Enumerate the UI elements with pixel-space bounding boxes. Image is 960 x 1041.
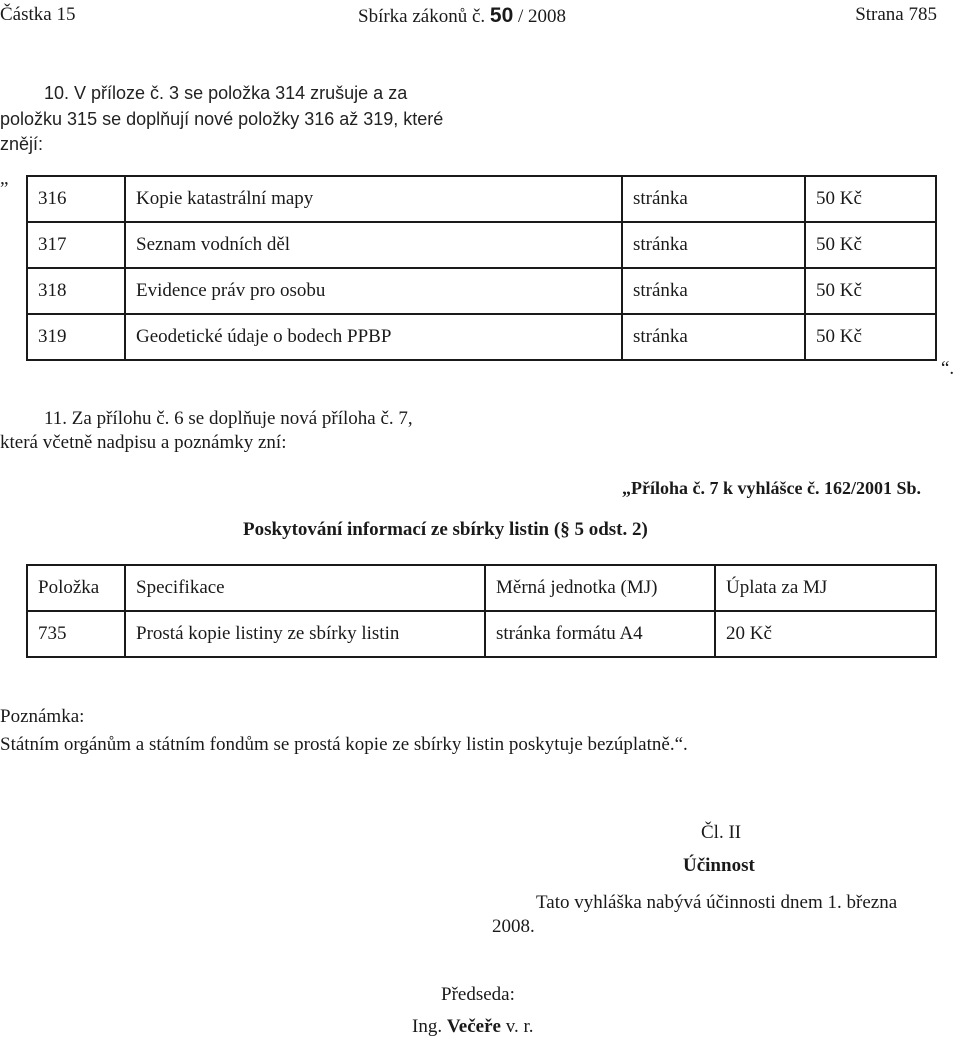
table-cell: 20 Kč [715, 611, 936, 657]
item-fee: 50 Kč [805, 176, 936, 222]
article-text-line2: 2008. [492, 916, 535, 937]
item-name: Kopie katastrální mapy [125, 176, 622, 222]
item10-line1: 10. V příloze č. 3 se položka 314 zrušuje a za [44, 83, 408, 103]
table-row [27, 176, 936, 222]
table-cell: Prostá kopie listiny ze sbírky listin [125, 611, 485, 657]
collection-prefix: Sbírka zákonů č. [358, 6, 486, 27]
item-unit: stránka [622, 314, 805, 360]
item10-line3: znějí: [0, 134, 44, 154]
article-number: Čl. II [701, 822, 742, 843]
annex-title: Poskytování informací ze sbírky listin (§ 5 odst. 2) [243, 519, 648, 540]
article-title: Účinnost [683, 855, 755, 876]
table-row [27, 611, 936, 657]
table-row [27, 268, 936, 314]
item-name: Evidence práv pro osobu [125, 268, 622, 314]
item11-line1: 11. Za přílohu č. 6 se doplňuje nová příloha č. 7, [44, 408, 413, 429]
header-page-number: Strana 785 [855, 4, 937, 25]
item-unit: stránka [622, 268, 805, 314]
item-fee: 50 Kč [805, 222, 936, 268]
item-code: 319 [27, 314, 125, 360]
collection-year: / 2008 [518, 6, 567, 27]
item-code: 318 [27, 268, 125, 314]
item-fee: 50 Kč [805, 268, 936, 314]
signature-role: Předseda: [441, 984, 515, 1005]
note-text: Státním orgánům a státním fondům se prostá kopie ze sbírky listin poskytuje bezúplatně.“. [0, 734, 688, 755]
table-row [27, 222, 936, 268]
item11-line2: která včetně nadpisu a poznámky zní: [0, 432, 287, 453]
header-part: Částka 15 [0, 4, 76, 25]
item-unit: stránka [622, 222, 805, 268]
signature-title: Ing. [412, 1016, 443, 1037]
signature-suffix: v. r. [505, 1016, 534, 1037]
collection-number: 50 [489, 4, 514, 27]
item10-line2: položku 315 se doplňují nové položky 316 až 319, které [0, 109, 444, 129]
item-name: Geodetické údaje o bodech PPBP [125, 314, 622, 360]
column-header: Úplata za MJ [715, 565, 936, 611]
fee-table-items-316-319 [26, 175, 937, 361]
item-code: 317 [27, 222, 125, 268]
table-row [27, 314, 936, 360]
table-cell: stránka formátu A4 [485, 611, 715, 657]
column-header: Specifikace [125, 565, 485, 611]
annex-label: „Příloha č. 7 k vyhlášce č. 162/2001 Sb. [622, 478, 922, 498]
opening-quote-mark: „ [0, 168, 9, 189]
table-cell: 735 [27, 611, 125, 657]
note-label: Poznámka: [0, 706, 85, 727]
column-header: Položka [27, 565, 125, 611]
signature-surname: Večeře [446, 1016, 501, 1037]
item-unit: stránka [622, 176, 805, 222]
item-code: 316 [27, 176, 125, 222]
article-text-line1: Tato vyhláška nabývá účinnosti dnem 1. března [536, 892, 898, 913]
signature-name [412, 1016, 534, 1038]
item-name: Seznam vodních děl [125, 222, 622, 268]
header-collection-title [358, 4, 566, 28]
column-header: Měrná jednotka (MJ) [485, 565, 715, 611]
fee-table-item-735 [26, 564, 937, 658]
item-fee: 50 Kč [805, 314, 936, 360]
closing-quote-mark: “. [941, 358, 955, 379]
table-header-row [27, 565, 936, 611]
